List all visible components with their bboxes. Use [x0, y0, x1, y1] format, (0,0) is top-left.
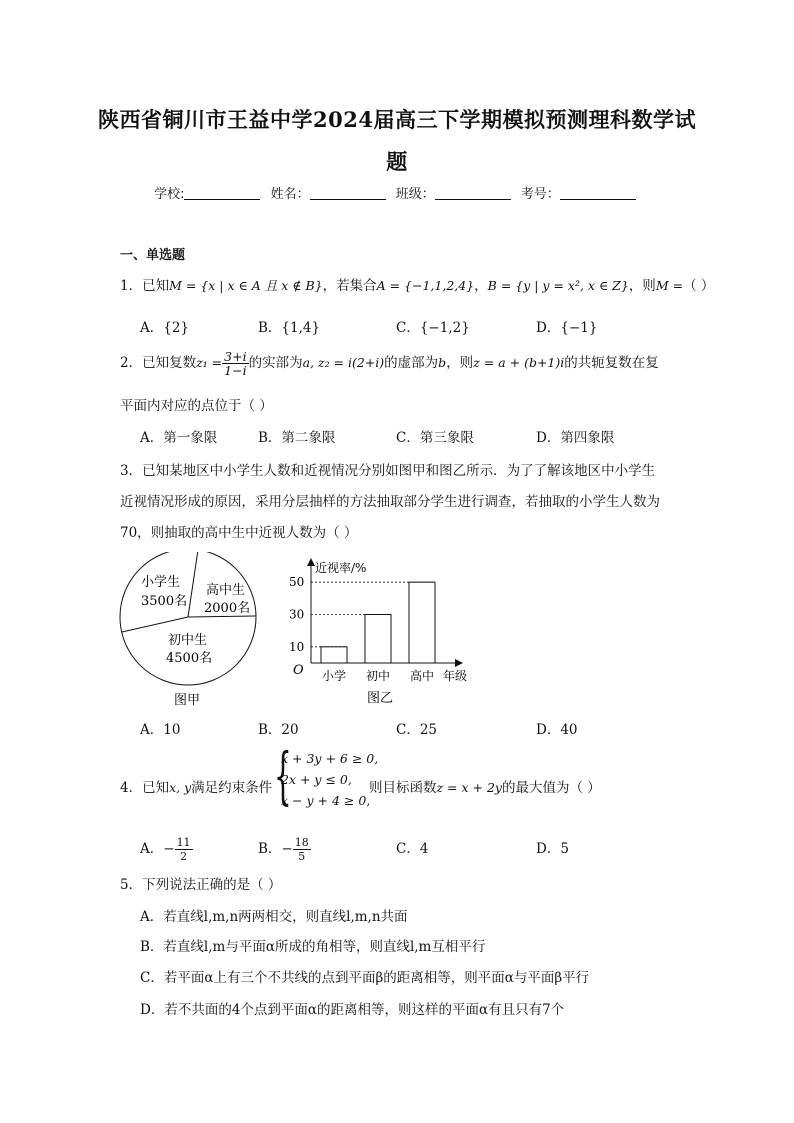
q2-option-d: D．第四象限	[536, 430, 615, 446]
pie-divider-3	[122, 617, 188, 632]
pie-label-high: 高中生	[206, 583, 246, 598]
q1-prefix: 1．已知	[120, 278, 170, 294]
question-5-stem: 5．下列说法正确的是（ ）	[120, 877, 282, 893]
section-heading: 一、单选题	[120, 248, 186, 263]
constraint-1: x + 3y + 6 ≥ 0,	[281, 751, 379, 766]
q4-option-b: B．− $\frac{18}{5}$	[258, 836, 309, 863]
pie-chart-figure	[118, 552, 268, 712]
q4-option-a: A．− $\frac{11}{2}$	[140, 836, 191, 863]
q1-m-eq: M =	[655, 278, 684, 293]
q5-option-d: D．若不共面的4个点到平面α的距离相等，则这样的平面α有且只有7个	[140, 1002, 565, 1018]
q1-option-c: C．{−1,2}	[396, 320, 470, 336]
q1-paren: （ ）	[683, 278, 715, 294]
question-2-stem-line2: 平面内对应的点位于（ ）	[120, 398, 273, 414]
y-tick-label-50: 50	[289, 575, 305, 590]
bar-chart-caption: 图乙	[367, 691, 394, 706]
name-label: 姓名：	[270, 187, 310, 202]
question-2-stem: 2．已知复数z₁ = $\frac{3+i}{1-i}$ 的实部为a, z₂ = i(2+i)的虚部为b，则z = a + (b+1)i的共轭复数在复	[120, 349, 659, 378]
q5-option-b: B．若直线l,m与平面α所成的角相等，则直线l,m互相平行	[140, 939, 486, 955]
pie-count-primary: 3500名	[141, 594, 188, 609]
q1-mid: ，若集合	[322, 278, 377, 294]
q1-comma: ，	[474, 278, 488, 294]
q1-set-a: A = {−1,1,2,4}	[376, 278, 475, 293]
q2-fraction: $\frac{3+i}{1-i}$	[224, 349, 247, 378]
q2-option-c: C．第三象限	[396, 430, 474, 446]
question-3-stem-line2: 近视情况形成的原因，采用分层抽样的方法抽取部分学生进行调查，若抽取的小学生人数为	[120, 494, 660, 510]
class-blank	[435, 187, 511, 200]
q1-set-m: M = {x | x ∈ A 且 x ∉ B}	[169, 278, 323, 293]
question-4-prefix: 4．已知x, y满足约束条件	[120, 780, 273, 796]
x-tick-label-初中: 初中	[365, 669, 391, 683]
pie-divider-2	[188, 616, 256, 617]
number-blank	[560, 187, 636, 200]
exam-title-continued: 题	[386, 149, 408, 174]
name-blank	[310, 187, 386, 200]
x-tick-label-小学: 小学	[321, 669, 347, 683]
q5-option-a: A．若直线l,m,n两两相交，则直线l,m,n共面	[140, 909, 408, 925]
school-blank	[184, 187, 260, 200]
bar-初中	[365, 615, 391, 664]
q4-option-c: C．4	[396, 841, 429, 857]
q2-option-b: B．第二象限	[258, 430, 336, 446]
x-axis-label: 年级	[443, 669, 468, 683]
bar-小学	[321, 647, 347, 663]
bar-chart-figure	[285, 556, 485, 712]
y-axis-label: 近视率/%	[315, 561, 367, 575]
q3-option-c: C．25	[396, 722, 438, 738]
x-tick-label-高中: 高中	[409, 669, 435, 683]
constraint-3: x − y + 4 ≥ 0,	[281, 793, 371, 808]
pie-count-middle: 4500名	[166, 651, 213, 666]
origin-label: O	[293, 663, 304, 678]
q3-option-b: B．20	[258, 722, 299, 738]
school-label: 学校:	[154, 187, 185, 202]
q1-option-a: A．{2}	[140, 320, 190, 336]
pie-label-middle: 初中生	[168, 633, 208, 648]
q5-option-c: C．若平面α上有三个不共线的点到平面β的距离相等，则平面α与平面β平行	[140, 970, 590, 986]
q1-set-b: B = {y | y = x², x ∈ Z}	[487, 278, 629, 293]
y-tick-label-10: 10	[289, 639, 305, 654]
pie-label-primary: 小学生	[141, 575, 181, 590]
number-label: 考号：	[520, 187, 560, 202]
q1-option-d: D．{−1}	[536, 320, 598, 336]
student-info-row	[0, 183, 794, 202]
q3-option-d: D．40	[536, 722, 578, 738]
pie-caption: 图甲	[174, 693, 201, 708]
bar-高中	[409, 582, 435, 663]
question-1-stem	[120, 274, 714, 294]
constraint-system	[281, 748, 378, 811]
y-tick-label-30: 30	[289, 607, 305, 622]
q1-option-b: B．{1,4}	[258, 320, 321, 336]
pie-divider-1	[188, 552, 198, 617]
question-3-stem-line1: 3．已知某地区中小学生人数和近视情况分别如图甲和图乙所示．为了了解该地区中小学生	[120, 463, 656, 479]
q2-option-a: A．第一象限	[140, 430, 218, 446]
constraint-2: 2x + y ≤ 0,	[281, 772, 352, 787]
exam-title: 陕西省铜川市王益中学2024届高三下学期模拟预测理科数学试	[98, 107, 696, 132]
pie-count-high: 2000名	[204, 601, 251, 616]
question-3-stem-line3: 70，则抽取的高中生中近视人数为（ ）	[120, 525, 358, 541]
constraint-brace: {	[274, 739, 292, 812]
q1-end: ，则	[628, 278, 656, 294]
class-label: 班级：	[395, 187, 435, 202]
question-4-suffix: 则目标函数z = x + 2y的最大值为（ ）	[369, 780, 601, 796]
q4-option-d: D．5	[536, 841, 569, 857]
q3-option-a: A．10	[140, 722, 181, 738]
